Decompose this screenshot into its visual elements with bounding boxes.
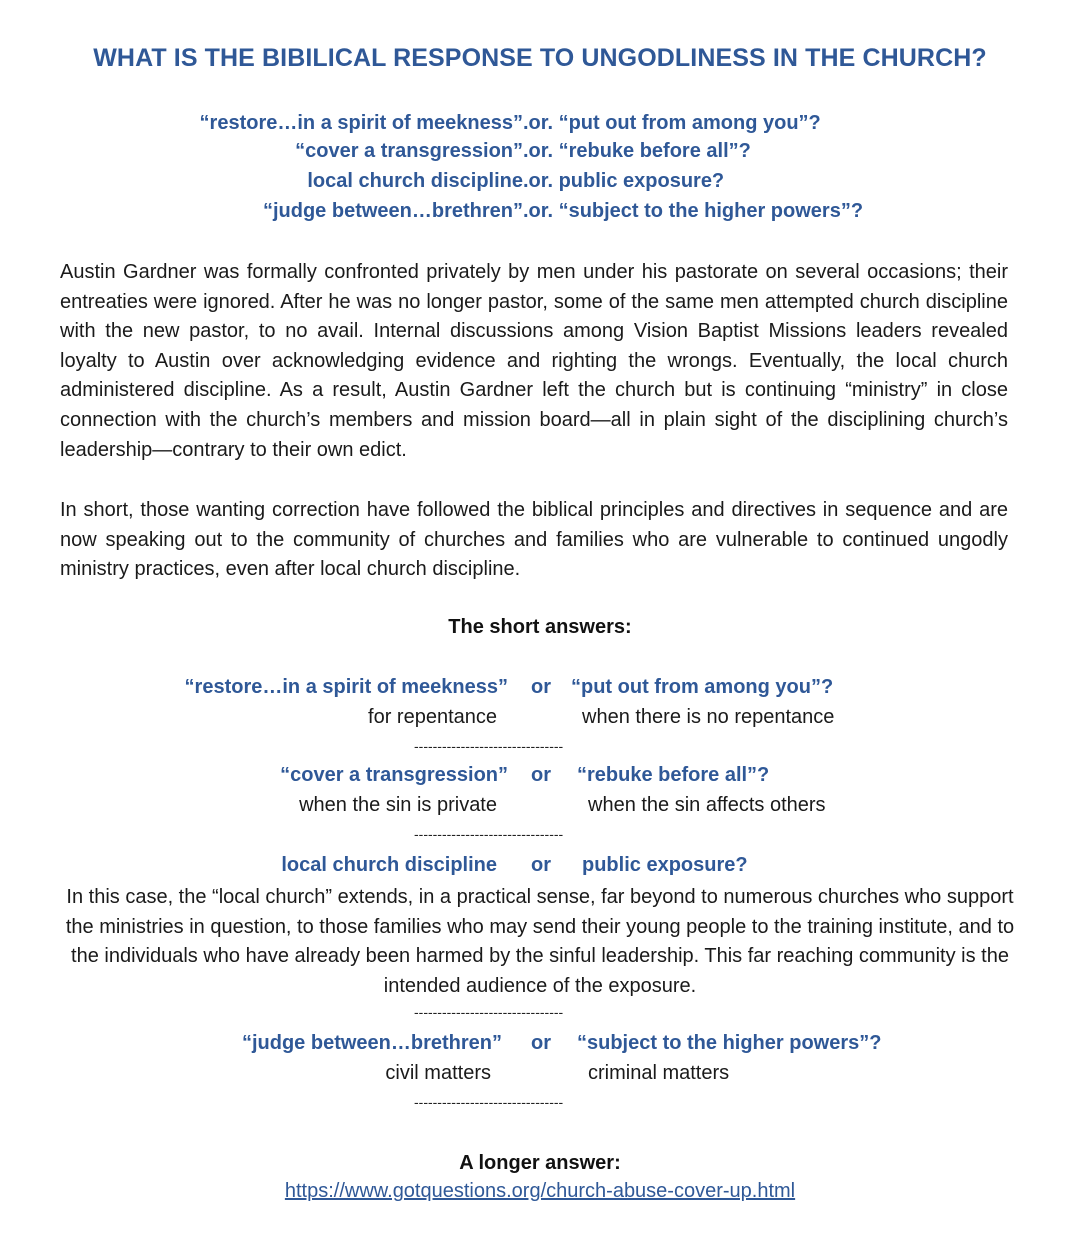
answer-connector: or [531, 1032, 551, 1054]
question-right: .or. “subject to the higher powers”? [523, 200, 864, 222]
answer-left-note: for repentance [368, 706, 497, 728]
question-right: .or. public exposure? [523, 170, 725, 192]
answer-question-row [0, 1032, 1080, 1060]
answer-notes-row [0, 706, 1080, 734]
reference-link[interactable]: https://www.gotquestions.org/church-abuse-cover-up.html [284, 1180, 796, 1202]
answer-left-note: civil matters [385, 1062, 491, 1084]
answer-connector: or [531, 676, 551, 698]
answer-right: public exposure? [582, 854, 748, 876]
question-row [0, 200, 1080, 228]
answer-left: “cover a transgression” [280, 764, 508, 786]
answer-notes-row [0, 1062, 1080, 1090]
answer-right: “subject to the higher powers”? [577, 1032, 882, 1054]
answer-question-row [0, 676, 1080, 704]
answer-right-note: when the sin affects others [588, 794, 826, 816]
question-left: “restore…in a spirit of meekness” [199, 112, 523, 134]
separator: -------------------------------- [414, 738, 564, 754]
answer-connector: or [531, 764, 551, 786]
answer-explanation: In this case, the “local church” extends, in a practical sense, far beyond to numerous churches who support the ministries in question, to those families who may send their young people to the training institute, and to the individuals who have already been harmed by the sinful leadership. This far reaching community is the intended audience of the exposure. [65, 886, 1015, 997]
short-answers-heading: The short answers: [448, 616, 632, 638]
answer-notes-row [0, 794, 1080, 822]
page-title: WHAT IS THE BIBILICAL RESPONSE TO UNGODLINESS IN THE CHURCH? [93, 44, 987, 72]
answer-left: “judge between…brethren” [241, 1032, 502, 1054]
answer-right-note: when there is no repentance [582, 706, 835, 728]
longer-answer-heading: A longer answer: [459, 1152, 621, 1174]
answer-right: “rebuke before all”? [577, 764, 770, 786]
body-paragraph: Austin Gardner was formally confronted privately by men under his pastorate on several occasions; their entreaties were ignored. After he was no longer pastor, some of the same men attempted church discipline with the new pastor, to no avail. Internal discussions among Vision Baptist Missions leaders revealed loyalty to Austin over acknowledging evidence and righting the wrongs. Eventually, the local church administered discipline. As a result, Austin Gardner left the church but is continuing “ministry” in close connection with the church’s members and mission board—all in plain sight of the disciplining church’s leadership—contrary to their own edict. [60, 261, 1008, 461]
answer-question-row [0, 854, 1080, 882]
question-left: “judge between…brethren” [262, 200, 523, 222]
separator: -------------------------------- [414, 1004, 564, 1020]
reference-link-line [0, 1180, 1080, 1203]
question-left: “cover a transgression” [295, 140, 523, 162]
separator: -------------------------------- [414, 1094, 564, 1110]
answer-question-row [0, 764, 1080, 792]
answer-left-note: when the sin is private [299, 794, 497, 816]
answer-right-note: criminal matters [588, 1062, 730, 1084]
answer-right: “put out from among you”? [571, 676, 834, 698]
question-row [0, 140, 1080, 168]
separator: -------------------------------- [414, 826, 564, 842]
question-row [0, 170, 1080, 198]
answer-left: “restore…in a spirit of meekness” [184, 676, 508, 698]
question-right: .or. “put out from among you”? [523, 112, 821, 134]
body-paragraph: In short, those wanting correction have followed the biblical principles and directives in sequence and are now speaking out to the community of churches and families who are vulnerable to continued ungodly ministry practices, even after local church discipline. [60, 499, 1008, 581]
question-row [0, 112, 1080, 140]
answer-left: local church discipline [281, 854, 497, 876]
question-right: .or. “rebuke before all”? [523, 140, 751, 162]
question-left: local church discipline [307, 170, 523, 192]
answer-connector: or [531, 854, 551, 876]
